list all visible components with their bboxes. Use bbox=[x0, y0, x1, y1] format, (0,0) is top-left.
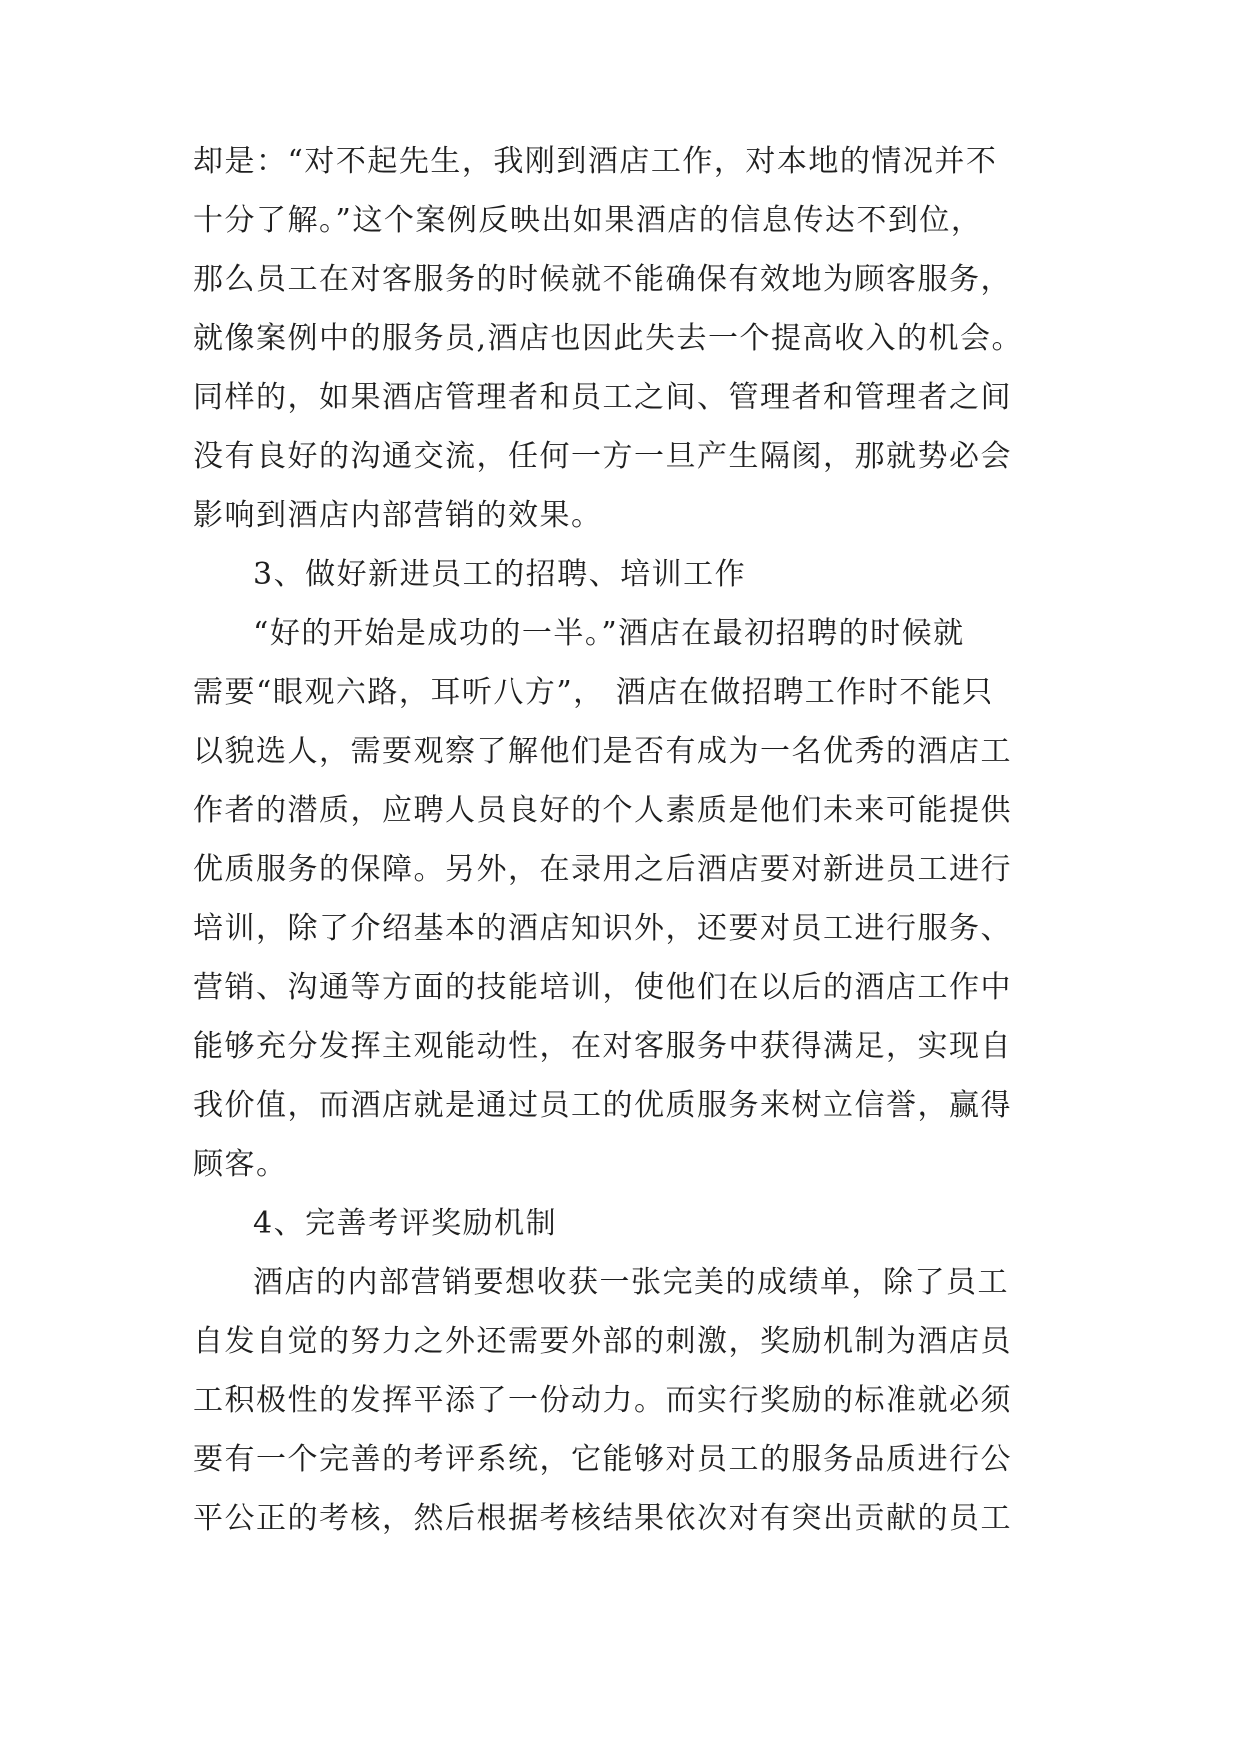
body-text-line: 就像案例中的服务员,酒店也因此失去一个提高收入的机会。 bbox=[193, 321, 1024, 356]
body-text-line: 以貌选人，需要观察了解他们是否有成为一名优秀的酒店工 bbox=[193, 734, 1012, 769]
body-text-line: 却是：“对不起先生，我刚到酒店工作，对本地的情况并不 bbox=[193, 144, 998, 179]
body-text-line: 影响到酒店内部营销的效果。 bbox=[193, 498, 603, 533]
body-text-line: 没有良好的沟通交流，任何一方一旦产生隔阂，那就势必会 bbox=[193, 439, 1012, 474]
body-text-line: 平公正的考核，然后根据考核结果依次对有突出贡献的员工 bbox=[193, 1501, 1012, 1536]
section-heading: 4、完善考评奖励机制 bbox=[253, 1206, 558, 1241]
body-text-line: 同样的，如果酒店管理者和员工之间、管理者和管理者之间 bbox=[193, 380, 1012, 415]
body-text-line: 自发自觉的努力之外还需要外部的刺激，奖励机制为酒店员 bbox=[193, 1324, 1012, 1359]
section-heading: 3、做好新进员工的招聘、培训工作 bbox=[253, 557, 747, 592]
body-text-line: 我价值，而酒店就是通过员工的优质服务来树立信誉，赢得 bbox=[193, 1088, 1012, 1123]
body-text-line: 要有一个完善的考评系统，它能够对员工的服务品质进行公 bbox=[193, 1442, 1012, 1477]
body-text-line: 顾客。 bbox=[193, 1147, 288, 1182]
paragraph-first-line: “好的开始是成功的一半。”酒店在最初招聘的时候就 bbox=[253, 616, 965, 651]
body-text-line: 营销、沟通等方面的技能培训，使他们在以后的酒店工作中 bbox=[193, 970, 1012, 1005]
body-text-line: 需要“眼观六路，耳听八方”， 酒店在做招聘工作时不能只 bbox=[193, 675, 994, 710]
body-text-line: 优质服务的保障。另外，在录用之后酒店要对新进员工进行 bbox=[193, 852, 1012, 887]
body-text-line: 工积极性的发挥平添了一份动力。而实行奖励的标准就必须 bbox=[193, 1383, 1012, 1418]
body-text-line: 那么员工在对客服务的时候就不能确保有效地为顾客服务， bbox=[193, 262, 1012, 297]
body-text-line: 能够充分发挥主观能动性，在对客服务中获得满足，实现自 bbox=[193, 1029, 1012, 1064]
paragraph-first-line: 酒店的内部营销要想收获一张完美的成绩单，除了员工 bbox=[253, 1265, 1009, 1300]
body-text-line: 培训，除了介绍基本的酒店知识外，还要对员工进行服务、 bbox=[193, 911, 1012, 946]
body-text-line: 作者的潜质，应聘人员良好的个人素质是他们未来可能提供 bbox=[193, 793, 1012, 828]
body-text-line: 十分了解。”这个案例反映出如果酒店的信息传达不到位， bbox=[193, 203, 983, 238]
